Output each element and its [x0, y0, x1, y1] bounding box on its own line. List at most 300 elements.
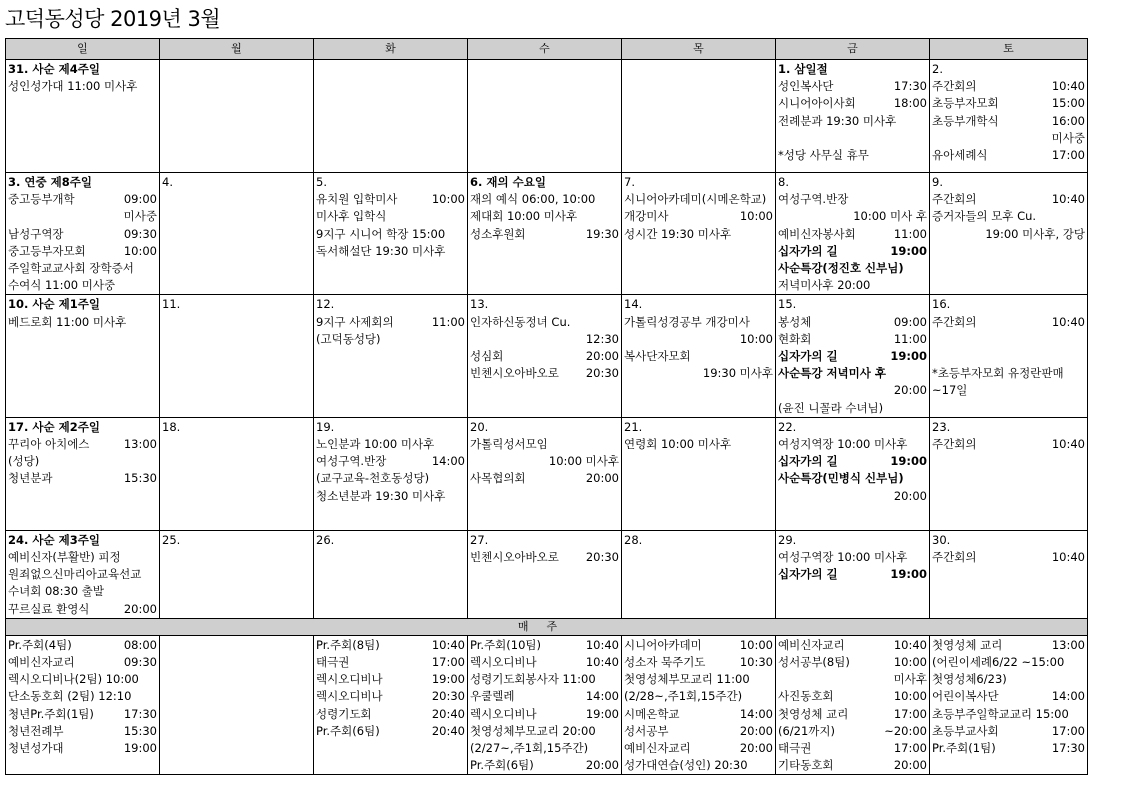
day-cell-content	[930, 295, 1087, 399]
event-line	[932, 348, 1085, 365]
day-cell-content	[930, 418, 1087, 453]
event-line: 재의 예식 06:00, 10:00	[470, 192, 596, 207]
event-line	[778, 348, 927, 365]
event-line: 첫영성체6/23)	[932, 672, 1007, 687]
day-label: 9.	[932, 175, 943, 189]
day-cell[interactable]	[314, 295, 468, 417]
event-time: 20:00	[123, 601, 157, 616]
day-label: 29.	[778, 532, 797, 547]
event-time: 11:00	[431, 314, 465, 329]
event-line	[470, 688, 619, 705]
event-time: 10:40	[1051, 192, 1085, 207]
weekday-header-mon: 월	[160, 39, 314, 60]
event-time: 19:00	[123, 741, 157, 756]
event-line: 연령회 10:00 미사후	[624, 437, 732, 452]
day-cell-content	[160, 418, 313, 436]
week-row	[6, 60, 1088, 173]
event-name: 예비신자교리	[8, 655, 75, 670]
day-label	[316, 61, 465, 78]
event-time: 13:00	[123, 437, 157, 452]
event-time: 19:00	[890, 567, 927, 582]
event-line	[8, 470, 157, 487]
event-name: 청년전례부	[8, 723, 64, 738]
event-name: 중고등부개학	[8, 192, 75, 207]
event-name: Pr.주회(10팀)	[470, 637, 541, 652]
event-name: 사진동호회	[778, 689, 834, 704]
weekday-header-tue: 화	[314, 39, 468, 60]
day-cell-content	[314, 295, 467, 348]
event-line	[8, 706, 157, 723]
event-line	[624, 740, 773, 757]
event-time: 20:00	[739, 741, 773, 756]
weekly-cell-content	[468, 636, 621, 775]
event-time: 17:30	[123, 706, 157, 721]
event-time: 14:00	[1051, 689, 1085, 704]
event-name: 사목협의회	[470, 471, 526, 486]
day-cell[interactable]	[160, 173, 314, 295]
day-label	[470, 61, 619, 78]
weekly-cell-mon[interactable]	[160, 635, 314, 775]
event-line	[778, 314, 927, 331]
event-line: 단소동호회 (2팀) 12:10	[8, 689, 132, 704]
event-line	[932, 637, 1085, 654]
event-line	[932, 436, 1085, 453]
event-time: 20:00	[739, 723, 773, 738]
event-line: (윤진 니꼴라 수녀님)	[778, 400, 884, 415]
day-label: 12.	[316, 297, 335, 312]
event-line: 사순특강(민병식 신부님)	[778, 471, 904, 486]
event-name: 주간회의	[932, 437, 977, 452]
event-line: 미사중	[123, 209, 157, 224]
event-line	[778, 688, 927, 705]
event-line	[470, 365, 619, 382]
day-label: 13.	[470, 297, 489, 312]
day-cell-content	[776, 531, 929, 584]
event-line: 베드로회 11:00 미사후	[8, 314, 127, 329]
event-line	[624, 654, 773, 671]
day-label	[162, 61, 311, 78]
event-time: 17:00	[1051, 723, 1085, 738]
event-name: Pr.주회(6팀)	[316, 723, 380, 738]
event-name: 첫영성체 교리	[778, 706, 849, 721]
weekday-header-row	[6, 39, 1088, 60]
event-line: 노인분과 10:00 미사후	[316, 437, 435, 452]
event-name: 꾸리아 아치에스	[8, 437, 90, 452]
week-row	[6, 173, 1088, 295]
day-cell[interactable]	[930, 417, 1088, 530]
day-cell-content	[6, 531, 159, 618]
day-cell[interactable]	[930, 173, 1088, 295]
event-line: 20:00	[893, 488, 927, 503]
event-name: 성인복사단	[778, 79, 834, 94]
event-time: 19:00	[890, 454, 927, 469]
event-line	[778, 243, 927, 260]
event-name: 주간회의	[932, 79, 977, 94]
event-name: 렉시오디비나	[316, 689, 383, 704]
event-time: 17:30	[893, 79, 927, 94]
event-line: *성당 사무실 휴무	[778, 148, 869, 163]
event-time: 19:00	[890, 243, 927, 258]
day-cell[interactable]	[6, 60, 160, 173]
day-label: 7.	[624, 175, 635, 189]
event-name: 남성구역장	[8, 226, 64, 241]
event-name: 십자가의 길	[778, 243, 838, 258]
event-line	[932, 331, 1085, 348]
event-time: 10:40	[1051, 79, 1085, 94]
day-cell-content	[776, 60, 929, 164]
event-line	[316, 723, 465, 740]
weekday-header-sun: 일	[6, 39, 160, 60]
weekly-cell-tue[interactable]	[314, 635, 468, 775]
day-cell[interactable]	[314, 417, 468, 530]
event-line	[778, 331, 927, 348]
day-cell-content	[6, 295, 159, 330]
event-line	[316, 453, 465, 470]
event-time: 10:40	[1051, 437, 1085, 452]
day-cell[interactable]	[314, 173, 468, 295]
day-cell[interactable]	[6, 295, 160, 417]
event-line: 가톨릭성경공부 개강미사	[624, 314, 750, 329]
weekly-row	[6, 635, 1088, 775]
day-cell-content	[468, 295, 621, 382]
event-line	[778, 757, 927, 774]
event-name: 십자가의 길	[778, 349, 838, 364]
event-name: 봉성체	[778, 314, 812, 329]
day-cell-content	[468, 418, 621, 488]
event-line: 전례분과 19:30 미사후	[778, 113, 897, 128]
event-line: 19:30 미사후	[702, 366, 773, 381]
event-time: 13:00	[1051, 637, 1085, 652]
event-line	[8, 191, 157, 208]
event-line	[316, 688, 465, 705]
event-line	[470, 637, 619, 654]
event-line	[470, 706, 619, 723]
weekday-header-sat: 토	[930, 39, 1088, 60]
event-time: 10:30	[739, 655, 773, 670]
event-time: 14:00	[739, 706, 773, 721]
event-time: 10:40	[1051, 314, 1085, 329]
event-line: (고덕동성당)	[316, 331, 381, 346]
event-name: Pr.주회(4팀)	[8, 637, 72, 652]
event-line: 수녀회 08:30 출발	[8, 584, 104, 599]
event-name: 현화회	[778, 331, 812, 346]
event-line: 9지구 시니어 학장 15:00	[316, 226, 446, 241]
event-line: (2/28~,주1회,15주간)	[624, 689, 743, 704]
day-label: 10. 사순 제1주일	[8, 297, 100, 312]
event-line	[932, 147, 1085, 164]
day-cell-content	[314, 173, 467, 260]
day-cell[interactable]	[776, 530, 930, 618]
event-line	[8, 226, 157, 243]
event-time: 08:00	[123, 637, 157, 652]
event-time: 16:00	[1051, 113, 1085, 128]
day-cell[interactable]	[622, 295, 776, 417]
day-label: 16.	[932, 297, 951, 312]
event-name: Pr.주회(1팀)	[932, 741, 996, 756]
day-cell[interactable]	[622, 530, 776, 618]
day-cell-content	[930, 60, 1087, 164]
day-cell-content	[468, 531, 621, 566]
event-time: 10:40	[585, 637, 619, 652]
event-time: 20:00	[585, 349, 619, 364]
event-time: 09:30	[123, 226, 157, 241]
day-cell-content	[622, 418, 775, 453]
day-cell[interactable]	[6, 417, 160, 530]
event-name: 시메온학교	[624, 706, 680, 721]
event-name: Pr.주회(8팀)	[316, 637, 380, 652]
event-line: *초등부자모회 유정란판매	[932, 366, 1064, 381]
day-label: 4.	[162, 175, 173, 189]
event-time: 19:00	[431, 672, 465, 687]
day-label: 17. 사순 제2주일	[8, 419, 100, 434]
day-cell[interactable]	[160, 60, 314, 173]
event-line: 미사후	[893, 672, 927, 687]
event-time: 20:00	[893, 758, 927, 773]
event-line	[8, 436, 157, 453]
event-line: 여성지역장 10:00 미사후	[778, 437, 908, 452]
event-line: (성당)	[8, 454, 40, 469]
event-name: 빈첸시오아바오로	[470, 366, 559, 381]
event-line	[8, 740, 157, 757]
event-time: ~20:00	[884, 723, 927, 738]
weekly-cell-content	[930, 636, 1087, 757]
week-row	[6, 530, 1088, 618]
event-line	[778, 95, 927, 112]
event-time: 10:00	[893, 655, 927, 670]
weekly-header-row	[6, 618, 1088, 635]
event-line: 10:00	[739, 331, 773, 346]
event-name: 십자가의 길	[778, 454, 838, 469]
event-line: 수여식 11:00 미사중	[8, 278, 116, 293]
event-line	[778, 566, 927, 583]
day-cell-content	[930, 531, 1087, 566]
day-label: 8.	[778, 175, 789, 189]
day-cell-content	[776, 173, 929, 294]
event-line	[778, 130, 927, 147]
day-cell-content	[468, 60, 621, 78]
weekly-header: 매주	[6, 618, 1088, 635]
event-time: 09:00	[893, 314, 927, 329]
day-cell-content	[160, 531, 313, 549]
day-cell[interactable]	[776, 295, 930, 417]
event-line	[316, 671, 465, 688]
event-name: 성심회	[470, 349, 504, 364]
event-line	[470, 757, 619, 774]
event-name: 렉시오디비나	[316, 672, 383, 687]
weekly-cell-fri[interactable]	[776, 635, 930, 775]
event-name: 성서공부(8팀)	[778, 655, 850, 670]
event-line: 증거자들의 모후 Cu.	[932, 209, 1037, 224]
day-cell-content	[776, 418, 929, 505]
event-line	[470, 549, 619, 566]
day-cell[interactable]	[6, 173, 160, 295]
day-label: 25.	[162, 532, 181, 547]
event-line: 렉시오디비나(2팀) 10:00	[8, 672, 139, 687]
event-line	[778, 78, 927, 95]
event-line: 12:30	[585, 331, 619, 346]
event-line: 가톨릭성서모임	[470, 437, 548, 452]
day-cell[interactable]	[160, 417, 314, 530]
event-name: 유치원 입학미사	[316, 192, 398, 207]
event-time: 19:30	[585, 226, 619, 241]
event-line	[624, 723, 773, 740]
event-line: (어린이세례6/22 ~15:00	[932, 655, 1065, 670]
event-name: 초등부개학식	[932, 113, 999, 128]
day-cell[interactable]	[622, 173, 776, 295]
day-cell[interactable]	[622, 60, 776, 173]
event-line	[932, 723, 1085, 740]
event-name: 청년Pr.주회(1팀)	[8, 706, 94, 721]
event-line	[932, 95, 1085, 112]
event-name: 초등부자모회	[932, 96, 999, 111]
weekday-header-fri: 금	[776, 39, 930, 60]
event-line: 10:00 미사 후	[853, 209, 927, 224]
day-cell[interactable]	[468, 417, 622, 530]
event-time: 20:30	[431, 689, 465, 704]
day-cell[interactable]	[930, 295, 1088, 417]
event-line: 청소년분과 19:30 미사후	[316, 488, 446, 503]
event-line	[932, 113, 1085, 130]
event-time: 10:40	[431, 637, 465, 652]
event-name: 시니어아이사회	[778, 96, 856, 111]
day-cell[interactable]	[468, 530, 622, 618]
weekly-cell-content	[776, 636, 929, 775]
day-cell-content	[468, 173, 621, 243]
event-name: 초등부교사회	[932, 723, 999, 738]
event-name: 청년분과	[8, 471, 53, 486]
event-time: 09:00	[123, 192, 157, 207]
event-line	[778, 226, 927, 243]
event-name: 개강미사	[624, 209, 669, 224]
event-time: 17:30	[1051, 741, 1085, 756]
day-label: 24. 사순 제3주일	[8, 532, 100, 547]
event-time: 10:40	[585, 655, 619, 670]
event-line	[932, 314, 1085, 331]
day-label: 22.	[778, 419, 797, 434]
day-cell[interactable]	[6, 530, 160, 618]
event-time: 17:00	[893, 741, 927, 756]
day-label: 14.	[624, 297, 643, 312]
day-cell-content	[776, 295, 929, 416]
day-cell-content	[6, 418, 159, 488]
event-name: Pr.주회(6팀)	[470, 758, 534, 773]
event-name: 예비신자교리	[624, 741, 691, 756]
day-label: 11.	[162, 297, 181, 312]
event-name: 렉시오디비나	[470, 706, 537, 721]
event-time: 10:40	[1051, 550, 1085, 565]
event-name: 십자가의 길	[778, 567, 838, 582]
event-time: 19:00	[890, 349, 927, 364]
event-name: 기타동호회	[778, 758, 834, 773]
weekday-header-wed: 수	[468, 39, 622, 60]
event-name: (6/21까지)	[778, 723, 836, 738]
day-label: 26.	[316, 532, 335, 547]
day-cell-content	[314, 418, 467, 505]
weekly-cell-thu[interactable]	[622, 635, 776, 775]
event-name: 시니어아카데미	[624, 637, 702, 652]
day-cell[interactable]	[468, 60, 622, 173]
event-line: 미사중	[1051, 130, 1085, 145]
event-name: 주간회의	[932, 550, 977, 565]
day-cell[interactable]	[776, 60, 930, 173]
event-line	[470, 654, 619, 671]
day-cell[interactable]	[776, 173, 930, 295]
event-line: (교구교육-천호동성당)	[316, 471, 430, 486]
event-name: 9지구 사제회의	[316, 314, 394, 329]
event-time: 10:00	[893, 689, 927, 704]
day-cell[interactable]	[622, 417, 776, 530]
day-label: 23.	[932, 419, 951, 434]
event-time: 20:00	[585, 758, 619, 773]
event-name: 청년성가대	[8, 741, 64, 756]
day-label: 18.	[162, 419, 181, 434]
calendar-table	[5, 38, 1088, 775]
event-line: 예비신자(부활반) 피정	[8, 550, 121, 565]
day-cell[interactable]	[314, 60, 468, 173]
event-line	[778, 453, 927, 470]
day-cell-content	[930, 173, 1087, 243]
event-name: 태극권	[316, 655, 350, 670]
event-name: 여성구역.반장	[316, 454, 387, 469]
day-cell[interactable]	[776, 417, 930, 530]
day-cell-content	[314, 531, 467, 549]
event-line: 시니어아카데미(시메온학교)	[624, 192, 767, 207]
event-time: 15:30	[123, 723, 157, 738]
event-time: 10:00	[739, 637, 773, 652]
event-name: 렉시오디비나	[470, 655, 537, 670]
event-line	[778, 706, 927, 723]
event-line	[932, 549, 1085, 566]
event-time: 20:40	[431, 706, 465, 721]
day-cell[interactable]	[160, 530, 314, 618]
event-time: 20:30	[585, 366, 619, 381]
day-label: 28.	[624, 532, 643, 547]
day-cell[interactable]	[468, 173, 622, 295]
day-cell-content	[160, 60, 313, 78]
event-time: 17:00	[893, 706, 927, 721]
weekly-cell-sun[interactable]	[6, 635, 160, 775]
day-label	[624, 61, 773, 78]
weekly-cell-sat[interactable]	[930, 635, 1088, 775]
day-label: 2.	[932, 62, 943, 76]
event-line: 10:00 미사후	[548, 454, 619, 469]
event-line: 첫영성체부모교리 11:00	[624, 672, 750, 687]
event-name: 성서공부	[624, 723, 669, 738]
day-cell[interactable]	[930, 530, 1088, 618]
event-time: 19:00	[585, 706, 619, 721]
event-name: 첫영성체 교리	[932, 637, 1003, 652]
weekly-cell-wed[interactable]	[468, 635, 622, 775]
event-line: 여성구역장 10:00 미사후	[778, 550, 908, 565]
event-time: 15:00	[1051, 96, 1085, 111]
day-cell[interactable]	[930, 60, 1088, 173]
day-label: 5.	[316, 175, 327, 189]
event-name: 중고등부자모회	[8, 243, 86, 258]
event-name: 예비신자봉사회	[778, 226, 856, 241]
day-label: 27.	[470, 532, 489, 547]
event-time: 10:00	[431, 192, 465, 207]
day-cell[interactable]	[468, 295, 622, 417]
day-label: 30.	[932, 532, 951, 547]
event-line	[8, 637, 157, 654]
event-line: 성령기도회봉사자 11:00	[470, 672, 596, 687]
event-line: 여성구역.반장	[778, 192, 849, 207]
day-cell-content	[160, 295, 313, 313]
day-cell[interactable]	[160, 295, 314, 417]
day-cell[interactable]	[314, 530, 468, 618]
event-name: 주간회의	[932, 192, 977, 207]
event-time: 15:30	[123, 471, 157, 486]
